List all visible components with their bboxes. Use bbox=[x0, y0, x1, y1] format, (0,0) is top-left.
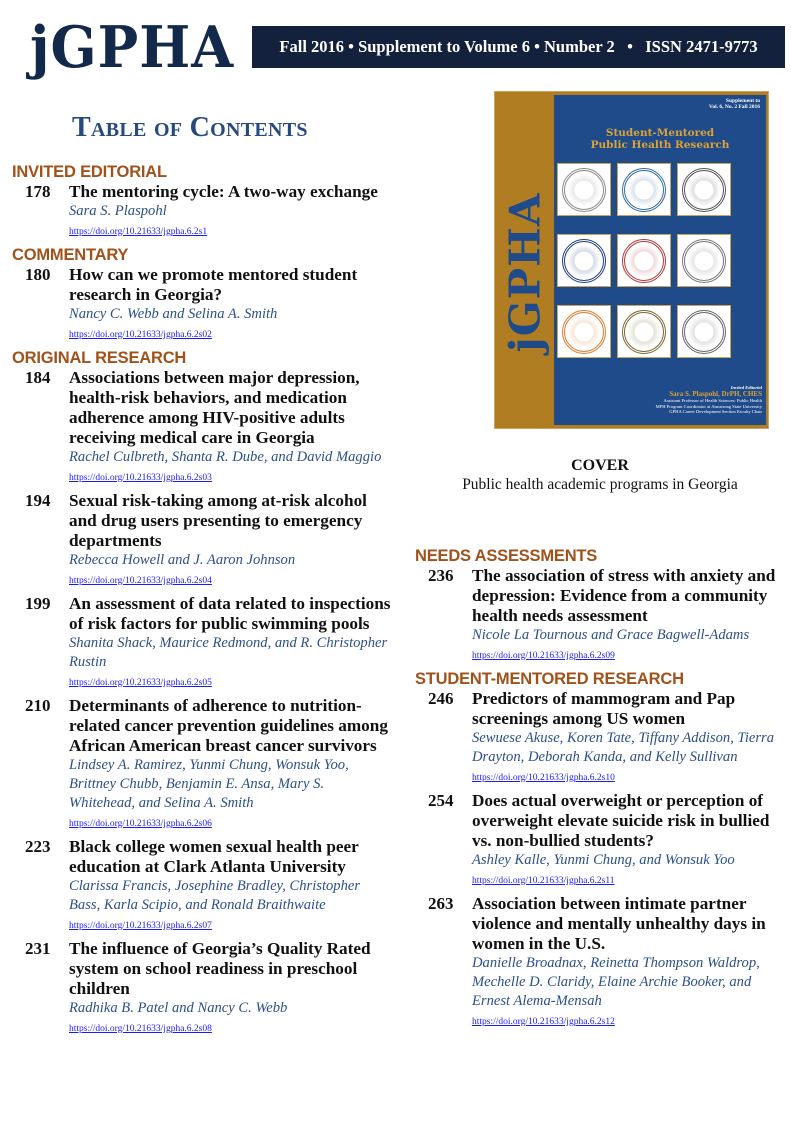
toc-entry bbox=[415, 566, 785, 663]
page-number: 180 bbox=[25, 265, 51, 284]
section-heading: INVITED EDITORIAL bbox=[12, 163, 167, 181]
toc-left-column bbox=[12, 160, 392, 1042]
doi-link[interactable]: https://doi.org/10.21633/jgpha.6.2s03 bbox=[69, 473, 212, 483]
cover-supplement-line-1: Supplement to bbox=[725, 98, 760, 104]
doi-link[interactable]: https://doi.org/10.21633/jgpha.6.2s10 bbox=[472, 773, 615, 783]
toc-section bbox=[415, 546, 785, 663]
article-title: The association of stress with anxiety and depression: Evidence from a community health needs assessment bbox=[472, 566, 776, 625]
cover-logo-text: jGPHA bbox=[500, 192, 550, 352]
toc-entry bbox=[12, 939, 392, 1036]
page-number: 184 bbox=[25, 368, 51, 387]
article-title: Determinants of adherence to nutrition-related cancer prevention guidelines among African American breast cancer survivors bbox=[69, 696, 388, 755]
article-authors: Radhika B. Patel and Nancy C. Webb bbox=[69, 1000, 288, 1016]
toc-section bbox=[12, 245, 392, 342]
seal-6-icon bbox=[682, 239, 726, 283]
cover-credit-name: Sara S. Plaspohl, DrPH, CHES bbox=[669, 390, 762, 399]
article-authors: Rachel Culbreth, Shanta R. Dube, and David Maggio bbox=[69, 449, 382, 465]
article-authors: Shanita Shack, Maurice Redmond, and R. Christopher Rustin bbox=[69, 635, 388, 670]
cover-title-line-1: Student-Mentored bbox=[605, 127, 715, 139]
seal-frame bbox=[677, 163, 731, 216]
toc-entry bbox=[12, 491, 392, 588]
toc-entry bbox=[415, 894, 785, 1029]
seal-frame bbox=[617, 305, 671, 358]
entry-body bbox=[69, 182, 392, 239]
cover-credit-label: Invited Editorial bbox=[730, 384, 762, 390]
toc-entry bbox=[12, 837, 392, 933]
page-number: 236 bbox=[428, 566, 454, 585]
doi-link[interactable]: https://doi.org/10.21633/jgpha.6.2s06 bbox=[69, 819, 212, 829]
section-heading: STUDENT-MENTORED RESEARCH bbox=[415, 670, 684, 688]
seal-9-icon bbox=[682, 310, 726, 354]
seal-4-icon bbox=[562, 239, 606, 283]
toc-entry bbox=[12, 182, 392, 239]
article-title: The influence of Georgia’s Quality Rated system on school readiness in preschool children bbox=[69, 939, 371, 998]
article-authors: Clarissa Francis, Josephine Bradley, Christopher Bass, Karla Scipio, and Ronald Braithwaite bbox=[69, 878, 361, 913]
page-number: 178 bbox=[25, 182, 51, 201]
cover-credit-line-2: MPH Program Coordinator at Armstrong State University bbox=[655, 403, 762, 409]
toc-entry bbox=[12, 594, 392, 690]
seal-7-icon bbox=[562, 310, 606, 354]
article-title: The mentoring cycle: A two-way exchange bbox=[69, 182, 378, 201]
page-number: 199 bbox=[25, 594, 51, 613]
seal-8-icon bbox=[622, 310, 666, 354]
toc-entry bbox=[12, 368, 392, 485]
seal-1-icon bbox=[562, 168, 606, 212]
article-title: Does actual overweight or perception of overweight elevate suicide risk in bullied vs. non-bullied students? bbox=[472, 791, 770, 850]
article-authors: Nicole La Tournous and Grace Bagwell-Adams bbox=[472, 627, 750, 643]
doi-link[interactable]: https://doi.org/10.21633/jgpha.6.2s05 bbox=[69, 678, 212, 688]
toc-entry bbox=[12, 696, 392, 831]
doi-link[interactable]: https://doi.org/10.21633/jgpha.6.2s11 bbox=[472, 876, 615, 886]
cover-credit-line-3: GPHA Career Development Section Faculty Chair bbox=[669, 409, 762, 415]
entry-body bbox=[69, 491, 392, 588]
article-authors: Lindsey A. Ramirez, Yunmi Chung, Wonsuk Yoo, Brittney Chubb, Benjamin E. Ansa, Mary S. Whitehead, and Selina A. Smith bbox=[69, 757, 349, 811]
page-number: 231 bbox=[25, 939, 51, 958]
doi-link[interactable]: https://doi.org/10.21633/jgpha.6.2s12 bbox=[472, 1017, 615, 1027]
page-number: 246 bbox=[428, 689, 454, 708]
cover-title-line-2: Public Health Research bbox=[590, 139, 730, 151]
article-authors: Rebecca Howell and J. Aaron Johnson bbox=[69, 552, 296, 568]
seal-augusta-university-icon bbox=[622, 168, 666, 212]
article-title: Sexual risk-taking among at-risk alcohol and drug users presenting to emergency departments bbox=[69, 491, 367, 550]
cover-supplement-line-2: Vol. 6, No. 2 Fall 2016 bbox=[708, 104, 760, 110]
doi-link[interactable]: https://doi.org/10.21633/jgpha.6.2s1 bbox=[69, 227, 208, 237]
cover-caption-heading: COVER bbox=[571, 457, 629, 474]
page-title: Table of Contents bbox=[72, 112, 308, 143]
toc-entry bbox=[415, 791, 785, 888]
article-title: How can we promote mentored student research in Georgia? bbox=[69, 265, 358, 304]
entry-body bbox=[69, 939, 392, 1036]
toc-right-column bbox=[415, 544, 785, 1035]
article-authors: Sara S. Plaspohl bbox=[69, 203, 167, 219]
page-number: 254 bbox=[428, 791, 454, 810]
page-number: 223 bbox=[25, 837, 51, 856]
entry-body bbox=[69, 594, 392, 690]
section-heading: ORIGINAL RESEARCH bbox=[12, 349, 187, 367]
entry-body bbox=[472, 689, 785, 785]
cover-credit-line-1: Assistant Professor of Health Sciences: Public Health bbox=[663, 398, 762, 404]
seal-frame bbox=[557, 163, 611, 216]
cover-blue-panel bbox=[554, 95, 766, 425]
cover-caption bbox=[415, 456, 785, 494]
doi-link[interactable]: https://doi.org/10.21633/jgpha.6.2s02 bbox=[69, 330, 212, 340]
toc-entry bbox=[12, 265, 392, 342]
article-authors: Nancy C. Webb and Selina A. Smith bbox=[69, 306, 278, 322]
page-number: 194 bbox=[25, 491, 51, 510]
article-title: An assessment of data related to inspections of risk factors for public swimming pools bbox=[69, 594, 391, 633]
doi-link[interactable]: https://doi.org/10.21633/jgpha.6.2s08 bbox=[69, 1024, 212, 1034]
seal-frame bbox=[677, 305, 731, 358]
journal-logo: jGPHA bbox=[30, 13, 235, 81]
entry-body bbox=[69, 837, 392, 933]
article-title: Black college women sexual health peer education at Clark Atlanta University bbox=[69, 837, 359, 876]
entry-body bbox=[69, 368, 392, 485]
seal-emory-university-icon bbox=[682, 168, 726, 212]
seal-frame bbox=[557, 305, 611, 358]
entry-body bbox=[472, 566, 785, 663]
seal-frame bbox=[617, 163, 671, 216]
section-heading: COMMENTARY bbox=[12, 246, 129, 264]
article-title: Predictors of mammogram and Pap screenings among US women bbox=[472, 689, 736, 728]
page-number: 263 bbox=[428, 894, 454, 913]
toc-entry bbox=[415, 689, 785, 785]
seal-frame bbox=[617, 234, 671, 287]
article-authors: Ashley Kalle, Yunmi Chung, and Wonsuk Yoo bbox=[472, 852, 735, 868]
cover-title bbox=[554, 127, 766, 151]
toc-section bbox=[12, 162, 392, 239]
article-authors: Sewuese Akuse, Koren Tate, Tiffany Addison, Tierra Drayton, Deborah Kanda, and Kelly Sullivan bbox=[472, 730, 775, 765]
page-number: 210 bbox=[25, 696, 51, 715]
entry-body bbox=[69, 696, 392, 831]
cover-credit bbox=[656, 385, 762, 415]
seal-frame bbox=[677, 234, 731, 287]
doi-link[interactable]: https://doi.org/10.21633/jgpha.6.2s09 bbox=[472, 651, 615, 661]
cover-supplement-label bbox=[709, 98, 760, 110]
article-title: Association between intimate partner violence and mentally unhealthy days in women in the U.S. bbox=[472, 894, 766, 953]
seal-frame bbox=[557, 234, 611, 287]
university-seal-grid bbox=[557, 163, 731, 358]
doi-link[interactable]: https://doi.org/10.21633/jgpha.6.2s04 bbox=[69, 576, 212, 586]
seal-georgia-state-icon bbox=[622, 239, 666, 283]
cover-caption-subtitle: Public health academic programs in Georgia bbox=[462, 476, 738, 493]
toc-section bbox=[12, 348, 392, 1036]
entry-body bbox=[69, 265, 392, 342]
doi-link[interactable]: https://doi.org/10.21633/jgpha.6.2s07 bbox=[69, 921, 212, 931]
entry-body bbox=[472, 791, 785, 888]
cover-vertical-logo bbox=[501, 192, 549, 352]
toc-section bbox=[415, 669, 785, 1029]
cover-image bbox=[494, 91, 769, 429]
article-authors: Danielle Broadnax, Reinetta Thompson Waldrop, Mechelle D. Claridy, Elaine Archie Booker, and Ernest Alema-Mensah bbox=[472, 955, 760, 1009]
section-heading: NEEDS ASSESSMENTS bbox=[415, 547, 598, 565]
issue-banner: Fall 2016 • Supplement to Volume 6 • Number 2 • ISSN 2471-9773 bbox=[252, 26, 785, 68]
article-title: Associations between major depression, health-risk behaviors, and medication adherence among HIV-positive adults receiving medical care in Georgia bbox=[69, 368, 360, 447]
entry-body bbox=[472, 894, 785, 1029]
